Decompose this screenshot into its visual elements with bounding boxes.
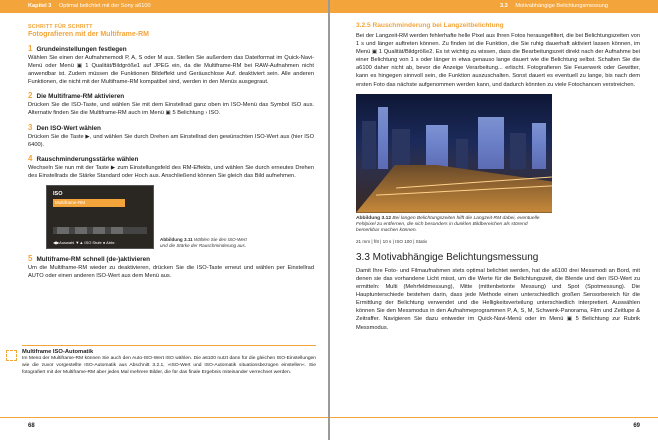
step-3 <box>28 123 314 149</box>
step-title: Den ISO-Wert wählen <box>36 124 101 132</box>
paragraph-langzeit-rm: Bei der Langzeit-RM werden fehlerhafte helle Pixel aus Ihren Fotos herausgefiltert, die bei Belichtungszeiten von 1 s und länger auftreten können. Zu finden ist die Funktion, die Sie ruhig dauerhaft aktiviert lassen können, im Menü ▣ 1 Qualität/Bildgröße2. Es ist wichtig zu wissen, dass die Bearbeitungszeit direkt nach der Aufnahme bei einer Belichtung von 1 s oder länger in etwa genauso lange dauert wie die Belichtung selbst. Schalten Sie die a6100 daher nicht ab, bevor die Anzeige Verarbeitung... erlischt. Fotografieren Sie Feuerwerk oder Gewitter, kann es hingegen sinnvoll sein, die Funktion auszuschalten. Sonst dauert es eventuell zu lange, bis nach dem ersten Foto das nächste aufgenommen werden kann, und dadurch könnten zu viele Fotochancen verstreichen. <box>356 33 640 88</box>
caption-text: Wählen Sie den ISO-Wert und die Stärke der Rauschminderung aus. <box>160 236 247 248</box>
page-header <box>330 0 658 13</box>
step-title: Multiframe-RM schnell (de-)aktivieren <box>36 255 151 263</box>
section-heading: 3.3 Motivabhängige Belichtungsmessung <box>356 251 539 263</box>
step-number: 2 <box>28 91 33 101</box>
right-page <box>330 0 658 440</box>
figure-3-11 <box>46 185 314 249</box>
figure-caption <box>160 237 252 249</box>
step-2 <box>28 91 314 117</box>
step-text: Um die Multiframe-RM wieder zu deaktivieren, drücken Sie die ISO-Taste erneut und wählen per Einstellrad AUTO oder einen anderen ISO-Wert aus dem Menü aus. <box>28 264 314 280</box>
header-title: Motivabhängige Belichtungsmessung <box>515 3 609 9</box>
tip-text: Im Menü der Multiframe-RM können Sie auch den Auto-ISO-Wert ISO wählen. Die a6100 nutzt dann für die gleichen ISO-Einstellungen wie die zuvor vorgestellte ISO-Automatik aus Abschnitt 3.2.1, »ISO-Wert und ISO-Automatik situationsbezogen einstellen«. Sie fotografiert mit der Multiframe-RM aber jedes Mal mehrere Bilder, die für das finale Ergebnis miteinander verrechnet werden. <box>22 356 316 375</box>
header-section: 3.3 <box>500 3 508 9</box>
footer-rule <box>0 417 328 418</box>
header-title: Optimal belichtet mit der Sony a6100 <box>58 3 151 9</box>
page-header <box>0 0 328 13</box>
step-1 <box>28 44 314 86</box>
kicker: SCHRITT FÜR SCHRITT <box>28 24 93 30</box>
step-number: 3 <box>28 122 33 132</box>
step-text: Drücken Sie die ISO-Taste, und wählen Sie mit dem Einstellrad ganz oben im ISO-Menü das Symbol ISO aus. Alternativ finden Sie die Multiframe-RM auch im Menü ▣ 5 Belichtung › ISO. <box>28 102 314 117</box>
photo-caption <box>356 216 552 235</box>
right-content <box>356 22 640 332</box>
step-title: Die Multiframe-RM aktivieren <box>36 93 125 101</box>
page-number: 68 <box>28 423 35 429</box>
photo-caption-label: Abbildung 3.12 <box>356 215 392 221</box>
step-title: Rauschminderungsstärke wählen <box>36 155 139 163</box>
screen-label-multiframe: Multiframe-RM <box>53 199 125 207</box>
step-number: 4 <box>28 153 33 163</box>
step-number: 1 <box>28 44 33 53</box>
photo-exif: 21 mm | f/8 | 10 s | ISO 100 | Stativ <box>356 238 428 244</box>
photo-caption-text: Bei langen Belichtungszeiten hilft die Langzeit-RM dabei, eventuelle Fehlpixel zu entfernen, die sich besonders in dunklen Bildbereichen als störend bemerkbar machen können. <box>356 215 540 234</box>
step-4 <box>28 154 314 180</box>
paragraph-messmodi: Damit Ihre Foto- und Filmaufnahmen stets optimal belichtet werden, hat die a6100 drei Messmodi an Bord, mit denen sie das vorhandene Licht misst, um die Werte für die Belichtungszeit, die Blende und den ISO-Wert zu ermitteln: Multi (Mehrfeldmessung), Mitte (mittenbetonte Messung) und Spot (Spotmessung). Die Hauptunterschiede bestehen darin, dass jede Methode einen unterschiedlich großen Sensorbereich für die Ermittlung der Belichtung verwendet und die Helligkeitsverteilung unterschiedlich interpretiert. Auswählen können Sie den Messmodus in den Aufnahmeprogrammen P, A, S, M, Schwenk-Panorama, Film und Zeitlupe & Zeitraffer. Navigieren Sie dazu entweder im Quick-Navi-Menü oder im Menü ▣ 5 Belichtung zur Rubrik Messmodus. <box>356 267 640 331</box>
step-text: Drücken Sie die Taste ▶, und wählen Sie durch Drehen am Einstellrad den gewünschten ISO-Wert aus (hier ISO 6400). <box>28 133 314 148</box>
header-chapter: Kapitel 3 <box>28 3 52 9</box>
section-title: Fotografieren mit der Multiframe-RM <box>28 31 149 38</box>
step-number: 5 <box>28 253 33 263</box>
camera-screen-image <box>46 185 154 249</box>
step-5 <box>28 254 314 280</box>
night-bridge-photo <box>356 94 552 213</box>
left-page <box>0 0 328 440</box>
step-text: Wählen Sie einen der Aufnahmemodi P, A, S oder M aus. Stellen Sie außerdem das Dateiformat im Quick-Navi-Menü oder Menü ▣ 1 Qualität/Bildgröße1 auf JPEG ein, da die Multiframe-RM bei RAW-Aufnahmen nicht anwendbar ist. Zudem müssen die Funktionen Bildeffekt und Geräuschlose Auf. deaktiviert sein. Alle anderen Funktionen, die nicht mit der Multiframe-RM kompatibel sind, werden in den Menüs ausgegraut. <box>28 55 314 86</box>
figure-3-12 <box>356 89 640 244</box>
subsection-heading: 3.2.5 Rauschminderung bei Langzeitbelichtung <box>356 22 504 29</box>
tip-icon <box>6 350 17 361</box>
step-title: Grundeinstellungen festlegen <box>36 46 127 53</box>
page-number: 69 <box>633 423 640 429</box>
left-content <box>28 24 314 280</box>
tip-title: Multiframe ISO-Automatik <box>22 349 94 355</box>
tip-box <box>22 345 316 376</box>
iso-scale-bar <box>53 227 147 234</box>
step-text: Wechseln Sie nun mit der Taste ▶ zum Einstellungsfeld des RM-Effekts, und wählen Sie durch erneutes Drehen des Einstellrads die Stärke Standard oder Hoch aus. Anschließend können Sie gleich das Bild aufnehmen. <box>28 164 314 179</box>
screen-bottom-hints: ◀▶Auswahl ▼▲ ISO Stufe ● Abbr. <box>53 239 116 245</box>
screen-label-iso: ISO <box>53 190 63 197</box>
caption-label: Abbildung 3.11 <box>160 236 193 242</box>
footer-rule <box>330 417 658 418</box>
